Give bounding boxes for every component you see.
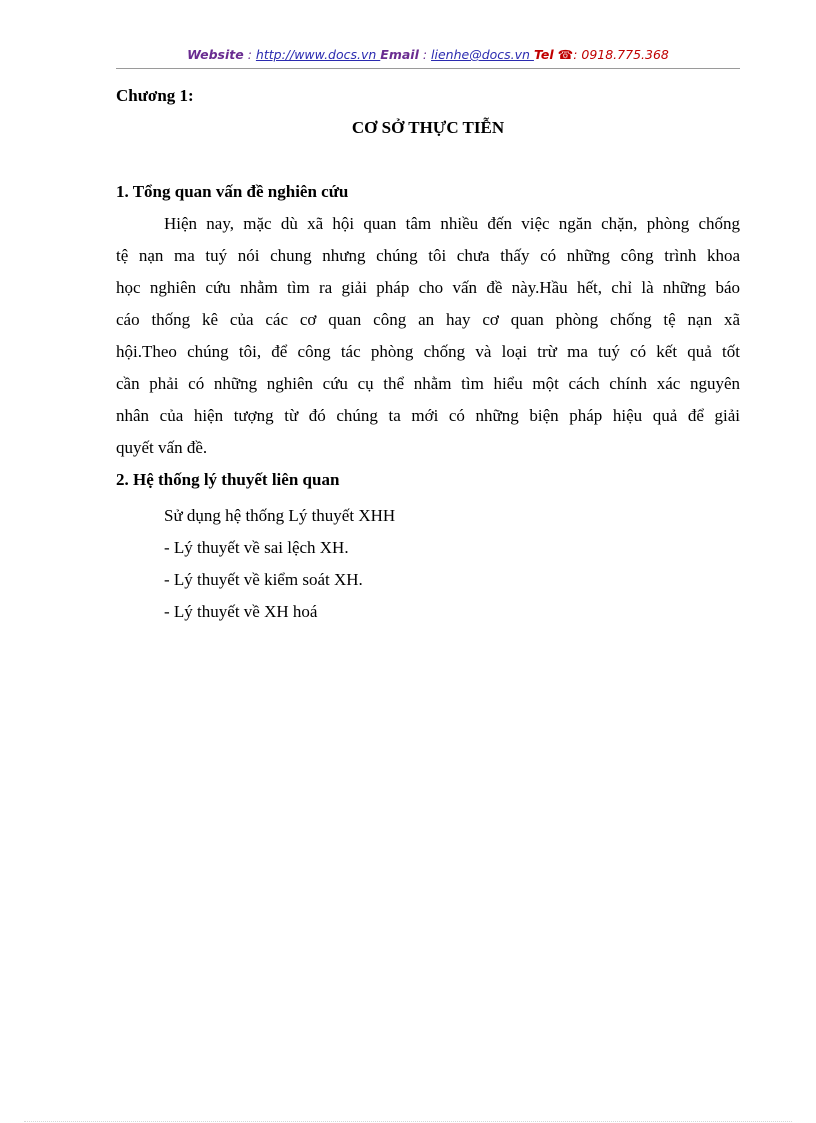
section-heading: 2. Hệ thống lý thuyết liên quan (116, 470, 340, 489)
email-link[interactable]: lienhe@docs.vn (431, 47, 534, 62)
phone-icon: ☎ (557, 47, 574, 62)
chapter-title: CƠ SỞ THỰC TIỄN (351, 118, 505, 137)
section-heading: 1. Tổng quan vấn đề nghiên cứu (116, 182, 349, 201)
paragraph-line: cáo thống kê của các cơ quan công an hay cơ quan phòng chống tệ nạn xã (116, 310, 740, 329)
list-item: - Lý thuyết về kiểm soát XH. (164, 570, 363, 589)
paragraph-line: cần phải có những nghiên cứu cụ thể nhằm tìm hiểu một cách chính xác nguyên (116, 374, 740, 393)
paragraph-line: Hiện nay, mặc dù xã hội quan tâm nhiều đến việc ngăn chặn, phòng chống (164, 214, 740, 233)
email-label: Email (380, 47, 419, 62)
list-item: - Lý thuyết về sai lệch XH. (164, 538, 349, 557)
paragraph-line: nhân của hiện tượng từ đó chúng ta mới có những biện pháp hiệu quả để giải (116, 406, 740, 425)
website-label: Website (187, 47, 244, 62)
header-divider (116, 68, 740, 69)
paragraph-line: hội.Theo chúng tôi, để công tác phòng chống và loại trừ ma tuý có kết quả tốt (116, 342, 740, 361)
website-separator: : (243, 47, 256, 62)
paragraph-line: quyết vấn đề. (116, 438, 208, 457)
chapter-label: Chương 1: (116, 86, 194, 105)
paragraph-line: học nghiên cứu nhằm tìm ra giải pháp cho vấn đề này.Hầu hết, chỉ là những báo (116, 278, 740, 297)
list-item: Sử dụng hệ thống Lý thuyết XHH (164, 506, 396, 525)
paragraph-line: tệ nạn ma tuý nói chung nhưng chúng tôi chưa thấy có những công trình khoa (116, 246, 740, 265)
email-separator: : (418, 47, 432, 62)
list-item: - Lý thuyết về XH hoá (164, 602, 318, 621)
phone-number: : 0918.775.368 (573, 47, 669, 62)
page-header (116, 47, 740, 67)
tel-label: Tel (533, 47, 554, 62)
website-link[interactable]: http://www.docs.vn (255, 47, 381, 62)
footer-divider (24, 1121, 792, 1122)
